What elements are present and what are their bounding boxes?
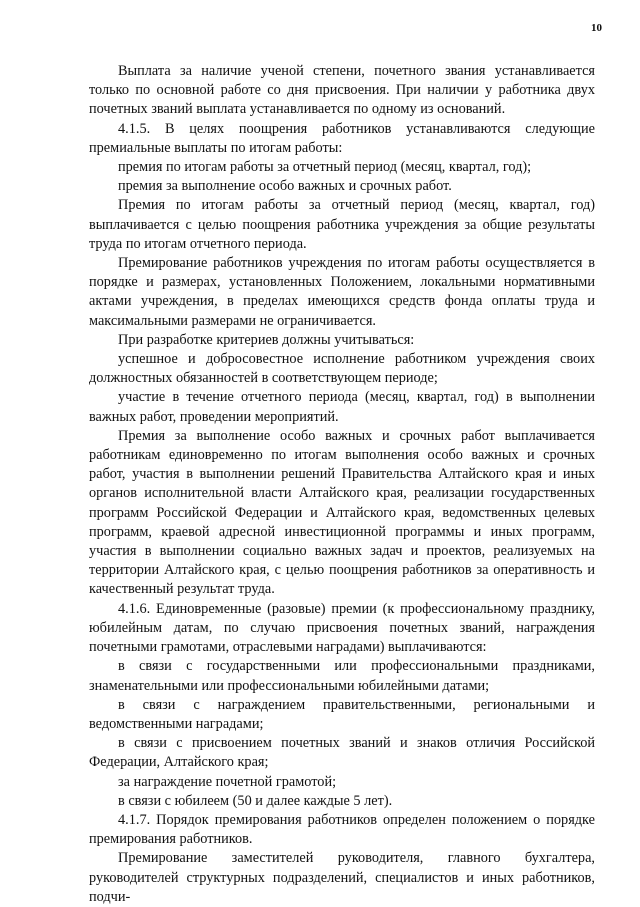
paragraph: 4.1.5. В целях поощрения работников устанавливаются следующие премиальные выплаты по итогам работы: [89,120,595,156]
page-number: 10 [591,22,602,34]
paragraph: Премия по итогам работы за отчетный период (месяц, квартал, год) выплачивается с целью поощрения работника учреждения за общие результаты труда по итогам отчетного периода. [89,197,595,252]
paragraph: 4.1.6. Единовременные (разовые) премии (к профессиональному празднику, юбилейным датам, по случаю присвоения почетных званий, награждения почетными грамотами, отраслевыми наградами) выплачиваются: [89,600,595,656]
list-item: премия за выполнение особо важных и срочных работ. [118,178,452,195]
list-item: премия по итогам работы за отчетный период (месяц, квартал, год); [118,159,532,176]
list-item: за награждение почетной грамотой; [118,773,337,790]
list-item: в связи с присвоением почетных званий и знаков отличия Российской Федерации, Алтайского края; [89,735,595,771]
list-item: успешное и добросовестное исполнение работником учреждения своих должностных обязанностей в соответствующем периоде; [89,351,595,387]
paragraph: Премирование заместителей руководителя, главного бухгалтера, руководителей структурных подразделений, специалистов и иных работников, подчи- [89,850,595,905]
list-item: участие в течение отчетного периода (месяц, квартал, год) в выполнении важных работ, проведении мероприятий. [89,389,595,425]
document-body [89,62,595,907]
paragraph: Выплата за наличие ученой степени, почетного звания устанавливается только по основной работе со дня присвоения. При наличии у работника двух почетных званий выплата устанавливается по одному из оснований. [89,63,595,118]
list-item: в связи с государственными или профессиональными праздниками, знаменательными или профессиональными юбилейными датами; [89,658,595,694]
paragraph: Премирование работников учреждения по итогам работы осуществляется в порядке и размерах, установленных Положением, локальными нормативными актами учреждения, в пределах имеющихся средств фонда оплаты труда и максимальными размерами не ограничивается. [89,255,595,329]
list-item: в связи с награждением правительственными, региональными и ведомственными наградами; [89,696,595,732]
list-item: в связи с юбилеем (50 и далее каждые 5 лет). [118,792,393,809]
paragraph: При разработке критериев должны учитываться: [118,331,415,348]
paragraph: 4.1.7. Порядок премирования работников определен положением о порядке премирования работников. [89,811,595,848]
paragraph: Премия за выполнение особо важных и срочных работ выплачивается работникам единовременно по итогам выполнения особо важных и срочных работ, участия в выполнении решений Правительства Алтайского края и иных органов исполнительной власти Алтайского края, реализации государственных программ Российской Федерации и Алтайского края, ведомственных целевых программ, краевой адресной инвестиционной программы и иных программ, участия в выполнении социально важных задач и проектов, реализуемых на территории Алтайского края, с целью поощрения работников за оперативность и качественный результат труда. [89,427,595,598]
